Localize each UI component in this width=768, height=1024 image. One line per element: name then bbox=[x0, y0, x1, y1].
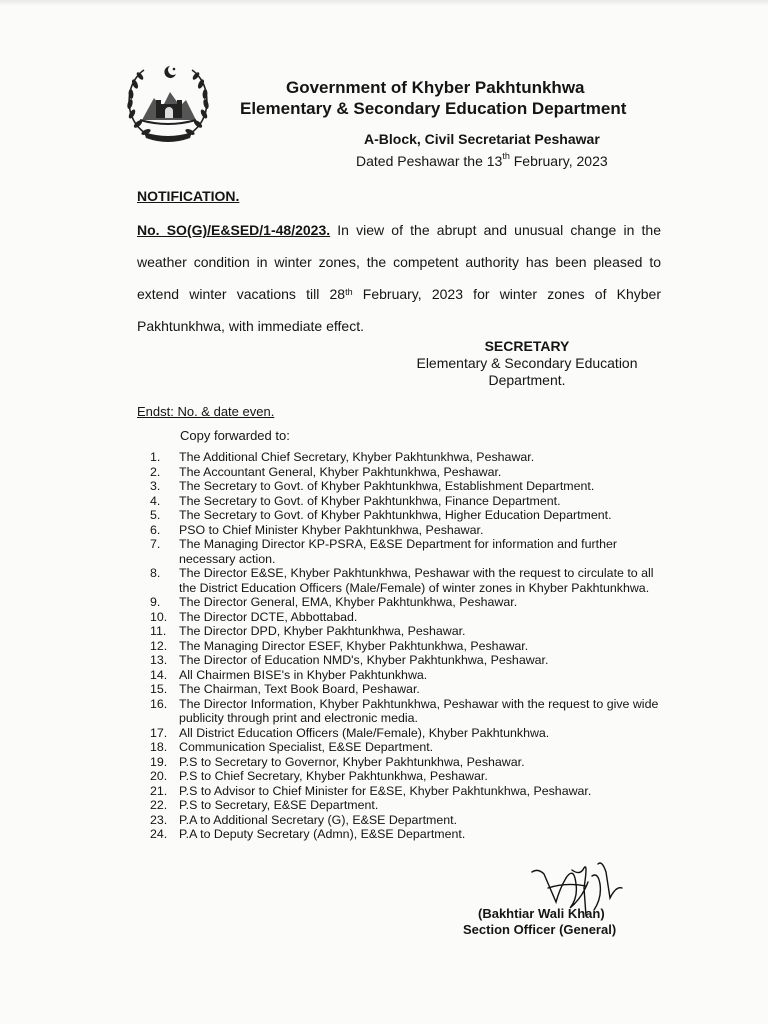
list-item bbox=[150, 465, 662, 480]
list-item-text: Communication Specialist, E&SE Department. bbox=[179, 740, 434, 754]
list-item-number: 12. bbox=[150, 638, 168, 653]
department-name: Elementary & Secondary Education Department bbox=[240, 99, 627, 118]
list-item bbox=[150, 523, 662, 538]
distribution-list bbox=[150, 450, 662, 842]
list-item-number: 22. bbox=[150, 798, 168, 812]
list-item-number: 16. bbox=[150, 696, 168, 711]
government-name: Government of Khyber Pakhtunkhwa bbox=[286, 78, 585, 97]
list-item bbox=[150, 639, 662, 654]
list-item-number: 5. bbox=[150, 508, 161, 522]
list-item bbox=[150, 668, 662, 683]
list-item-text: The Secretary to Govt. of Khyber Pakhtunkhwa, Higher Education Department. bbox=[179, 508, 612, 522]
list-item-text: The Director Information, Khyber Pakhtunkhwa, Peshawar with the request to give wide publicity through print and electronic media. bbox=[179, 696, 659, 725]
list-item-text: The Accountant General, Khyber Pakhtunkhwa, Peshawar. bbox=[179, 464, 502, 479]
list-item-number: 19. bbox=[150, 754, 168, 769]
secretary-signature-block bbox=[404, 338, 650, 389]
list-item-number: 20. bbox=[150, 769, 168, 783]
list-item bbox=[150, 624, 662, 639]
list-item bbox=[150, 813, 662, 828]
list-item bbox=[150, 755, 662, 770]
list-item-text: P.S to Secretary to Governor, Khyber Pakhtunkhwa, Peshawar. bbox=[179, 754, 525, 769]
list-item-number: 24. bbox=[150, 827, 168, 841]
scan-top-edge bbox=[0, 0, 768, 6]
list-item bbox=[150, 827, 662, 842]
list-item-number: 14. bbox=[150, 667, 168, 682]
list-item-text: The Director E&SE, Khyber Pakhtunkhwa, Peshawar with the request to circulate to all the District Education Officers (Male/Female) of winter zones in Khyber Pakhtunkhwa. bbox=[179, 566, 654, 595]
list-item bbox=[150, 450, 662, 465]
list-item-number: 1. bbox=[150, 450, 161, 464]
notification-heading: NOTIFICATION. bbox=[137, 188, 240, 204]
list-item bbox=[150, 798, 662, 813]
secretary-dept-line2: Department. bbox=[488, 372, 566, 388]
list-item-text: All District Education Officers (Male/Female), Khyber Pakhtunkhwa. bbox=[179, 725, 550, 740]
list-item bbox=[150, 740, 662, 755]
list-item bbox=[150, 726, 662, 741]
list-item bbox=[150, 566, 662, 595]
list-item-text: The Director DPD, Khyber Pakhtunkhwa, Peshawar. bbox=[179, 624, 466, 638]
signer-designation: Section Officer (General) bbox=[463, 922, 617, 937]
list-item-number: 2. bbox=[150, 464, 161, 479]
list-item-text: P.A to Deputy Secretary (Admn), E&SE Department. bbox=[179, 827, 466, 841]
list-item-text: The Director DCTE, Abbottabad. bbox=[179, 609, 358, 624]
list-item-number: 10. bbox=[150, 609, 168, 624]
list-item bbox=[150, 769, 662, 784]
list-item bbox=[150, 784, 662, 799]
list-item-number: 15. bbox=[150, 682, 168, 696]
list-item bbox=[150, 494, 662, 509]
list-item-number: 6. bbox=[150, 522, 161, 537]
list-item-text: The Secretary to Govt. of Khyber Pakhtunkhwa, Establishment Department. bbox=[179, 479, 595, 493]
list-item-text: P.S to Chief Secretary, Khyber Pakhtunkhwa, Peshawar. bbox=[179, 769, 488, 783]
secretary-title: SECRETARY bbox=[484, 338, 570, 354]
list-item-text: P.S to Advisor to Chief Minister for E&SE, Khyber Pakhtunkhwa, Peshawar. bbox=[179, 783, 592, 798]
list-item bbox=[150, 595, 662, 610]
list-item bbox=[150, 653, 662, 668]
list-item-number: 13. bbox=[150, 653, 168, 667]
list-item-text: All Chairmen BISE's in Khyber Pakhtunkhwa. bbox=[179, 667, 428, 682]
list-item-text: P.A to Additional Secretary (G), E&SE Department. bbox=[179, 812, 458, 827]
list-item-text: P.S to Secretary, E&SE Department. bbox=[179, 798, 379, 812]
list-item-number: 17. bbox=[150, 725, 168, 740]
list-item-text: The Additional Chief Secretary, Khyber Pakhtunkhwa, Peshawar. bbox=[179, 450, 535, 464]
secretary-dept-line1: Elementary & Secondary Education bbox=[416, 355, 638, 371]
list-item-text: The Managing Director KP-PSRA, E&SE Department for information and further necessary action. bbox=[179, 537, 617, 566]
office-address: A-Block, Civil Secretariat Peshawar bbox=[364, 131, 600, 147]
list-item-number: 11. bbox=[150, 624, 167, 638]
notification-body: No. SO(G)/E&SED/1-48/2023. In view of the abrupt and unusual change in the weather condition in winter zones, the competent authority has been pleased to extend winter vacations till 28th February, 2023 for winter zones of Khyber Pakhtunkhwa, with immediate effect. bbox=[137, 222, 662, 334]
list-item bbox=[150, 479, 662, 494]
list-item-number: 18. bbox=[150, 740, 168, 754]
list-item-number: 8. bbox=[150, 566, 161, 580]
list-item-number: 4. bbox=[150, 493, 161, 508]
list-item bbox=[150, 537, 662, 566]
list-item bbox=[150, 682, 662, 697]
letter-date: Dated Peshawar the 13th February, 2023 bbox=[356, 151, 608, 169]
list-item-number: 7. bbox=[150, 537, 161, 551]
list-item-number: 3. bbox=[150, 479, 161, 493]
list-item bbox=[150, 697, 662, 726]
list-item-text: The Secretary to Govt. of Khyber Pakhtunkhwa, Finance Department. bbox=[179, 493, 561, 508]
list-item-text: PSO to Chief Minister Khyber Pakhtunkhwa, Peshawar. bbox=[179, 522, 484, 537]
list-item-text: The Managing Director ESEF, Khyber Pakhtunkhwa, Peshawar. bbox=[179, 638, 529, 653]
list-item-text: The Director of Education NMD's, Khyber Pakhtunkhwa, Peshawar. bbox=[179, 653, 549, 667]
list-item bbox=[150, 508, 662, 523]
list-item-text: The Chairman, Text Book Board, Peshawar. bbox=[179, 682, 420, 696]
copy-forwarded-label: Copy forwarded to: bbox=[180, 428, 290, 443]
list-item-number: 9. bbox=[150, 595, 161, 609]
reference-number: No. SO(G)/E&SED/1-48/2023. bbox=[137, 222, 331, 238]
list-item-number: 21. bbox=[150, 783, 168, 798]
list-item-number: 23. bbox=[150, 812, 168, 827]
list-item bbox=[150, 610, 662, 625]
list-item-text: The Director General, EMA, Khyber Pakhtunkhwa, Peshawar. bbox=[179, 595, 518, 609]
signer-name: (Bakhtiar Wali Khan) bbox=[478, 906, 605, 921]
kp-emblem-logo bbox=[118, 62, 218, 146]
endorsement-number: Endst: No. & date even. bbox=[137, 404, 275, 419]
